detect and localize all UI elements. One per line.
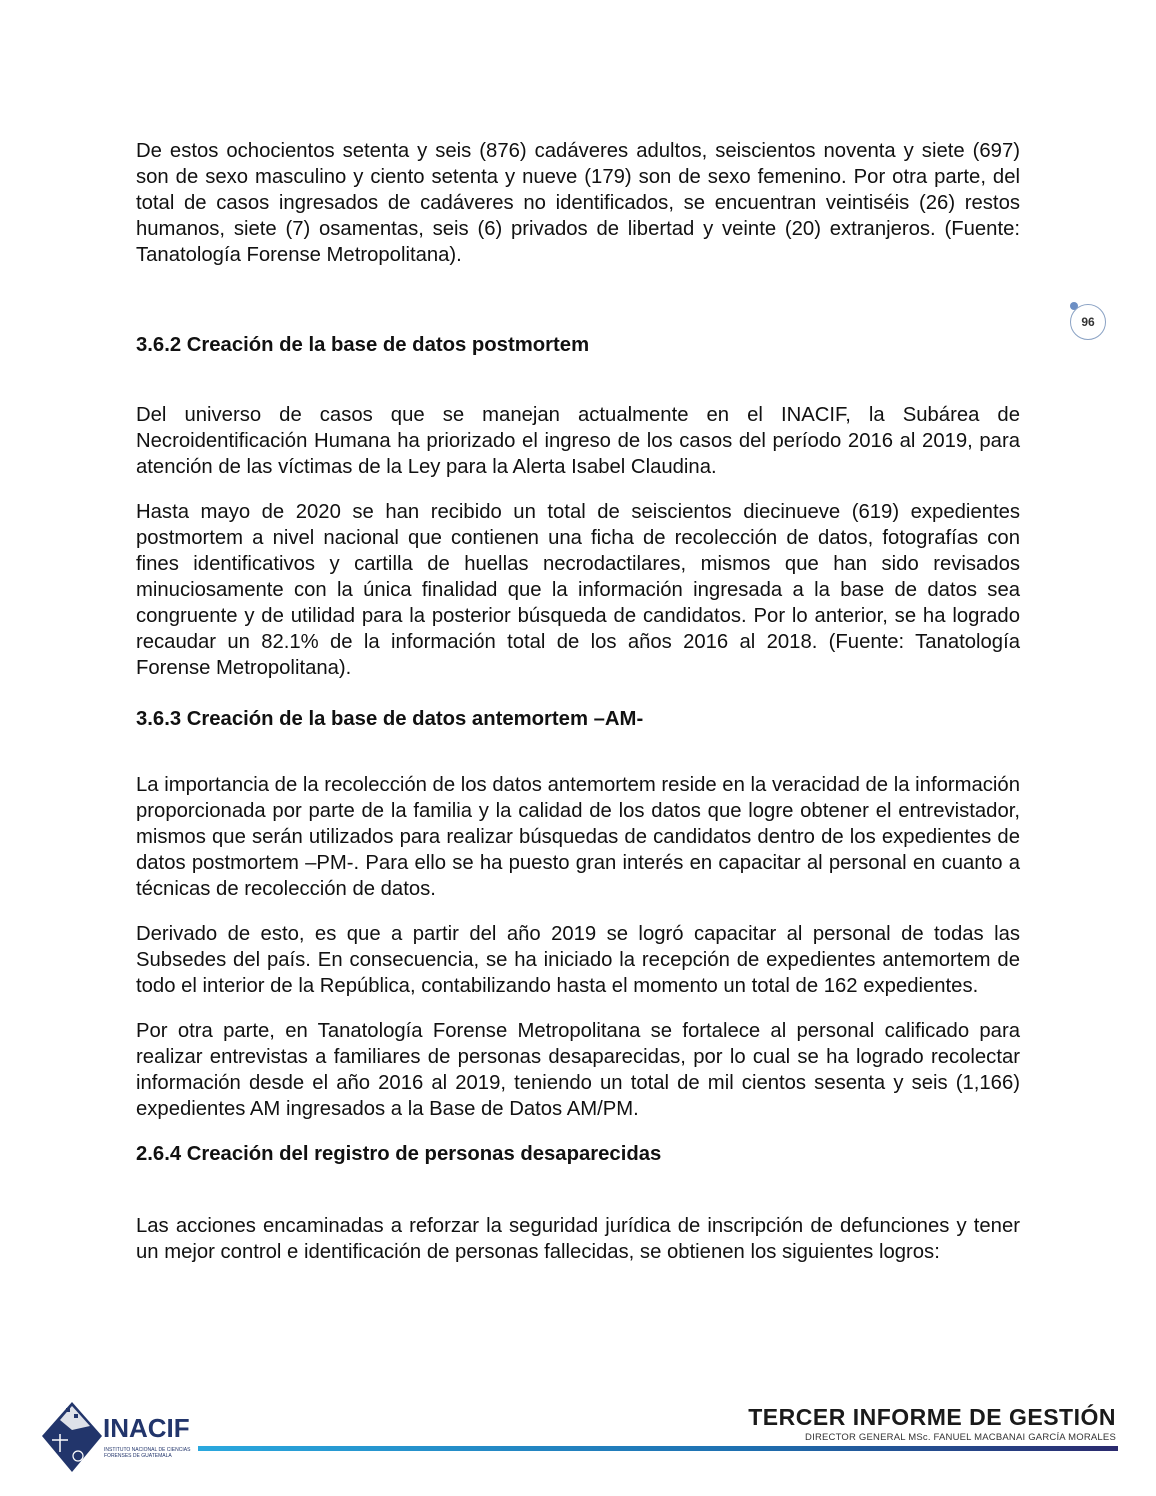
footer-divider — [198, 1446, 1118, 1451]
paragraph: Por otra parte, en Tanatología Forense Metropolitana se fortalece al personal calificado para realizar entrevistas a familiares de personas desaparecidas, por lo cual se ha logrado recolectar información desde el año 2016 al 2019, teniendo un total de mil cientos sesenta y seis (1,166) expedientes AM ingresados a la Base de Datos AM/PM. — [136, 1020, 1020, 1120]
section-heading: 3.6.2 Creación de la base de datos postmortem — [136, 334, 590, 356]
section-heading: 2.6.4 Creación del registro de personas desaparecidas — [136, 1143, 662, 1165]
paragraph: De estos ochocientos setenta y seis (876) cadáveres adultos, seiscientos noventa y siete (697) son de sexo masculino y ciento setenta y nueve (179) son de sexo femenino. Por otra parte, del total de casos ingresados de cadáveres no identificados, se encuentran veintiséis (26) restos humanos, siete (7) osamentas, seis (6) privados de libertad y veinte (20) extranjeros. (Fuente: Tanatología Forense Metropolitana). — [136, 140, 1020, 266]
footer-title: TERCER INFORME DE GESTIÓN — [748, 1404, 1116, 1430]
logo-name: INACIF — [103, 1413, 190, 1443]
page-number: 96 — [1070, 304, 1106, 340]
paragraph: Derivado de esto, es que a partir del año 2019 se logró capacitar al personal de todas las Subsedes del país. En consecuencia, se ha iniciado la recepción de expedientes antemortem de todo el interior de la República, contabilizando hasta el momento un total de 162 expedientes. — [136, 923, 1020, 997]
logo-subtitle: INSTITUTO NACIONAL DE CIENCIAS FORENSES DE GUATEMALA — [104, 1447, 191, 1459]
paragraph: Del universo de casos que se manejan actualmente en el INACIF, la Subárea de Necroidentificación Humana ha priorizado el ingreso de los casos del período 2016 al 2019, para atención de las víctimas de la Ley para la Alerta Isabel Claudina. — [136, 404, 1020, 478]
paragraph: La importancia de la recolección de los datos antemortem reside en la veracidad de la información proporcionada por parte de la familia y la calidad de los datos que logre obtener el entrevistador, mismos que serán utilizados para realizar búsquedas de candidatos dentro de los expedientes de datos postmortem –PM-. Para ello se ha puesto gran interés en capacitar al personal en cuanto a técnicas de recolección de datos. — [136, 774, 1020, 900]
paragraph: Hasta mayo de 2020 se han recibido un total de seiscientos diecinueve (619) expedientes postmortem a nivel nacional que contienen una ficha de recolección de datos, fotografías con fines identificativos y cartilla de huellas necrodactilares, mismos que han sido revisados minuciosamente con la única finalidad que la información ingresada a la base de datos sea congruente y de utilidad para la posterior búsqueda de candidatos. Por lo anterior, se ha logrado recaudar un 82.1% de la información total de los años 2016 al 2018. (Fuente: Tanatología Forense Metropolitana). — [136, 501, 1020, 679]
page-content — [136, 138, 1020, 1265]
section-heading: 3.6.3 Creación de la base de datos antemortem –AM- — [136, 708, 644, 730]
footer-subtitle: DIRECTOR GENERAL MSc. FANUEL MACBANAI GARCÍA MORALES — [805, 1432, 1116, 1443]
paragraph: Las acciones encaminadas a reforzar la seguridad jurídica de inscripción de defunciones y tener un mejor control e identificación de personas fallecidas, se obtienen los siguientes logros: — [136, 1215, 1020, 1263]
